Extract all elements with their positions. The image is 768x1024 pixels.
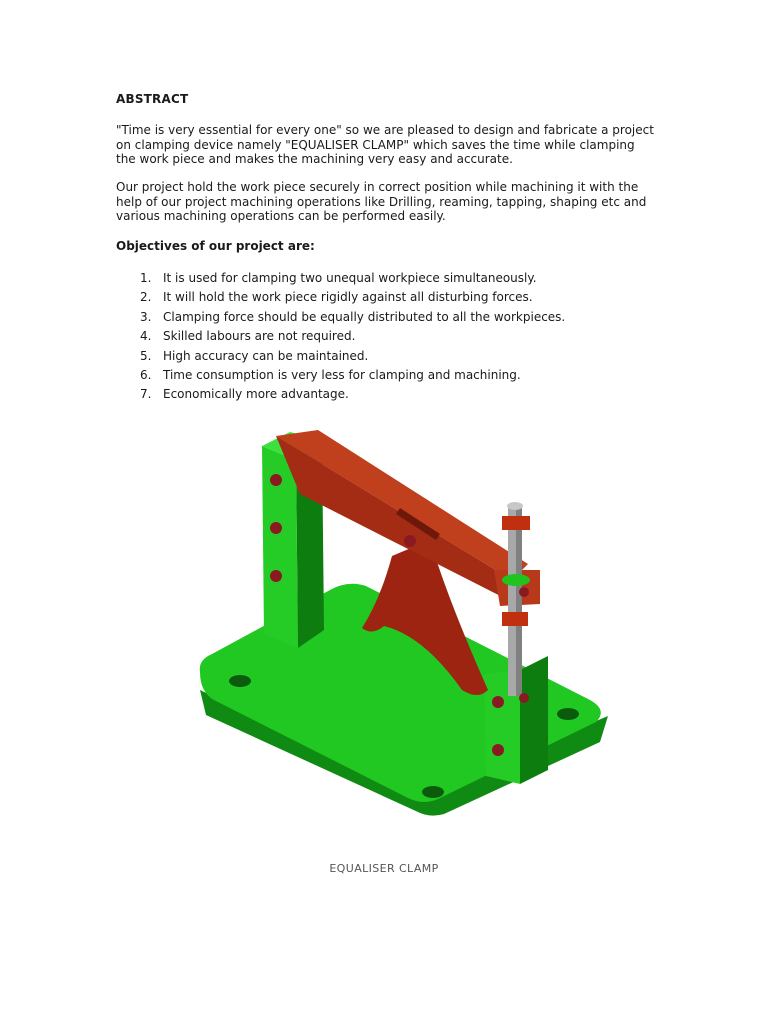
mounting-hole <box>422 786 444 798</box>
list-item-number: 5. <box>140 348 152 363</box>
list-item-number: 3. <box>140 309 152 324</box>
objectives-list <box>140 271 565 407</box>
nut <box>502 612 528 626</box>
list-item-text: Economically more advantage. <box>163 387 349 402</box>
bolt-head <box>270 474 282 486</box>
list-item <box>140 310 565 329</box>
list-item-text: Skilled labours are not required. <box>163 329 356 344</box>
bolt-head <box>270 570 282 582</box>
mounting-hole <box>557 708 579 720</box>
list-item <box>140 271 565 290</box>
mounting-hole <box>229 675 251 687</box>
threaded-rod-shade <box>516 506 522 696</box>
figure-caption: EQUALISER CLAMP <box>329 862 439 875</box>
list-item-number: 1. <box>140 271 152 285</box>
list-item-text: It will hold the work piece rigidly against all disturbing forces. <box>163 290 533 305</box>
bolt-head <box>519 587 529 597</box>
nut <box>502 516 530 530</box>
list-item <box>140 368 565 387</box>
list-item-text: High accuracy can be maintained. <box>163 348 369 363</box>
abstract-heading: ABSTRACT <box>116 92 189 106</box>
list-item-number: 2. <box>140 290 152 305</box>
list-item <box>140 329 565 348</box>
right-column-side <box>520 656 548 784</box>
bolt-head <box>492 696 504 708</box>
list-item <box>140 349 565 368</box>
list-item-text: Time consumption is very less for clamping and machining. <box>163 367 521 382</box>
bolt-head <box>492 744 504 756</box>
abstract-paragraph-1: "Time is very essential for every one" so we are pleased to design and fabricate a project on clamping device namely "EQUALISER CLAMP" which saves the time while clamping the work piece and makes the machining very easy and accurate. <box>116 123 654 166</box>
rod-top <box>507 502 523 510</box>
list-item-number: 6. <box>140 367 152 382</box>
objectives-heading: Objectives of our project are: <box>116 239 315 253</box>
list-item-number: 4. <box>140 329 152 344</box>
list-item-text: Clamping force should be equally distributed to all the workpieces. <box>163 309 566 324</box>
list-item <box>140 290 565 309</box>
list-item-text: It is used for clamping two unequal workpiece simultaneously. <box>163 271 537 285</box>
bolt-head <box>270 522 282 534</box>
list-item <box>140 387 565 406</box>
equaliser-clamp-illustration <box>170 420 620 840</box>
bolt-head <box>519 693 529 703</box>
list-item-number: 7. <box>140 387 152 402</box>
pivot-pin <box>404 535 416 547</box>
abstract-paragraph-2: Our project hold the work piece securely in correct position while machining it with the help of our project machining operations like Drilling, reaming, tapping, shaping etc and various machining operations can be performed easily. <box>116 180 647 223</box>
washer <box>502 574 530 586</box>
